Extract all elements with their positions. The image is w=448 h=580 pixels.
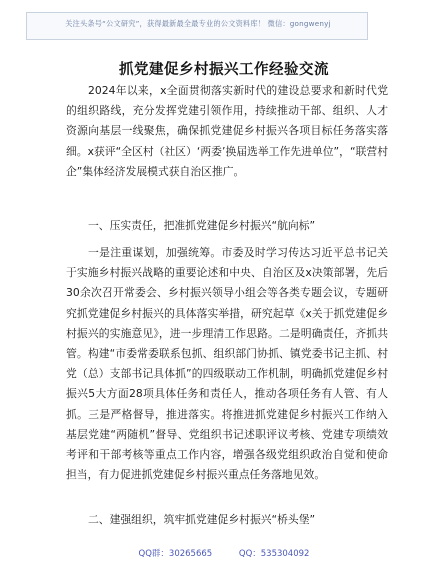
document-title: 抓党建促乡村振兴工作经验交流	[119, 62, 329, 78]
footer-qq-number: QQ：535304092	[238, 549, 310, 559]
footer-qq-group: QQ群：30265665	[138, 549, 213, 559]
promo-banner-text: 关注头条号“公文研究”，获得最新最全最专业的公文资料库！ 微信：gongwenyj	[65, 19, 331, 28]
section-heading-2: 二、建强组织，筑牢抓党建促乡村振兴“桥头堡”	[88, 513, 316, 526]
intro-paragraph: 2024年以来，x全面贯彻落实新时代的建设总要求和新时代党的组织路线，充分发挥党建引领作用，持续推动干部、组织、人才资源向基层一线聚焦，确保抓党建促乡村振兴各项目标任务落实落细。x获评“全区村（社区）‘两委’换届选举工作先进单位”，“联营村企”集体经济发展模式获自治区推广。	[66, 84, 388, 178]
section-1-body: 一是注重谋划，加强统筹。市委及时学习传达习近平总书记关于实施乡村振兴战略的重要论述和中央、自治区及x决策部署，先后30余次召开常委会、乡村振兴领导小组会等各类专题会议，专题研究抓党建促乡村振兴的具体落实举措，研究起草《x关于抓党建促乡村振兴的实施意见》，进一步理清工作思路。二是明确责任，齐抓共管。构建“市委常委联系包抓、组织部门协抓、镇党委书记主抓、村党（总）支部书记具体抓”的四级联动工作机制，明确抓党建促乡村振兴5大方面28项具体任务和责任人，推动各项任务有人管、有人抓。三是严格督导，推进落实。将推进抓党建促乡村振兴工作纳入基层党建“两随机”督导、党组织书记述职评议考核、党建专项绩效考评和干部考核等重点工作内容，增强各级党组织政治自觉和使命担当，有力促进抓党建促乡村振兴重点任务落地见效。	[66, 246, 388, 482]
promo-banner	[26, 12, 368, 40]
section-heading-1: 一、压实责任，把准抓党建促乡村振兴“航向标”	[88, 219, 316, 232]
footer-contact	[0, 547, 448, 559]
